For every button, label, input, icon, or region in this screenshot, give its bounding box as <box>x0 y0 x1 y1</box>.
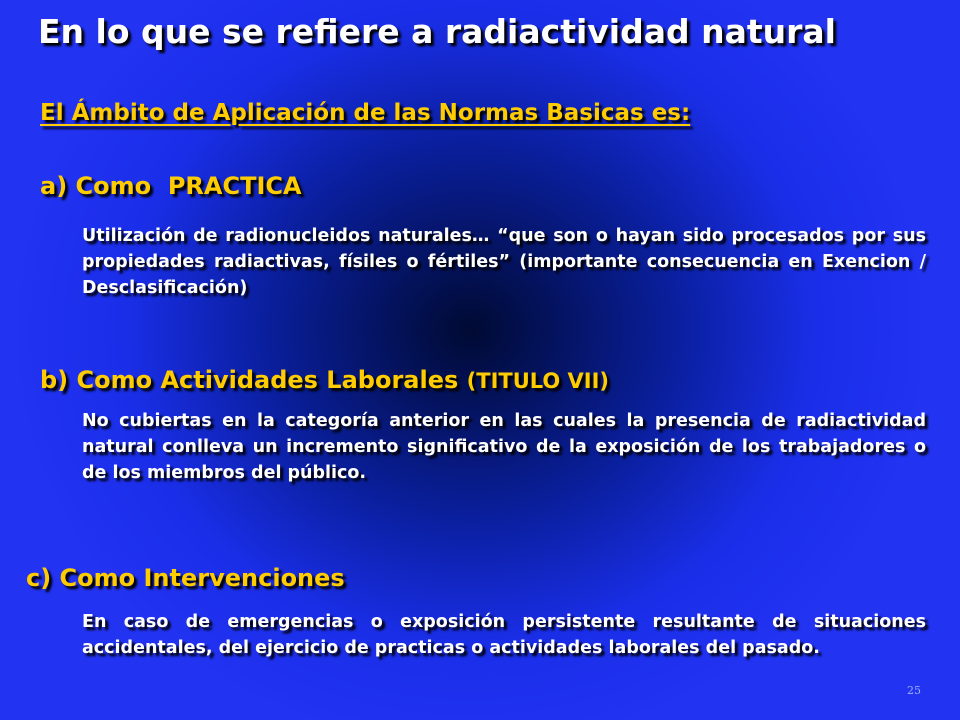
section-c-heading: c) Como Intervenciones <box>26 564 345 592</box>
section-b-body: No cubiertas en la categoría anterior en las cuales la presencia de radiactividad natural conlleva un incremento significativo de la exposición de los trabajadores o de los miembros del público. <box>82 411 926 483</box>
section-b-heading-suffix: (TITULO VII) <box>466 369 610 393</box>
slide-title: En lo que se refiere a radiactividad natural <box>38 12 836 51</box>
slide-subtitle: El Ámbito de Aplicación de las Normas Basicas es: <box>40 100 691 126</box>
section-a-body: Utilización de radionucleidos naturales… “que son o hayan sido procesados por sus propiedades radiactivas, físiles o fértiles” (importante consecuencia en Exencion / Desclasificación) <box>82 226 926 298</box>
section-c-body: En caso de emergencias o exposición persistente resultante de situaciones accidentales, del ejercicio de practicas o actividades laborales del pasado. <box>82 612 926 658</box>
section-b-heading <box>40 366 609 394</box>
section-b-heading-main: b) Como Actividades Laborales <box>40 366 467 394</box>
page-number: 25 <box>907 684 921 697</box>
section-a-heading: a) Como PRACTICA <box>40 172 302 200</box>
